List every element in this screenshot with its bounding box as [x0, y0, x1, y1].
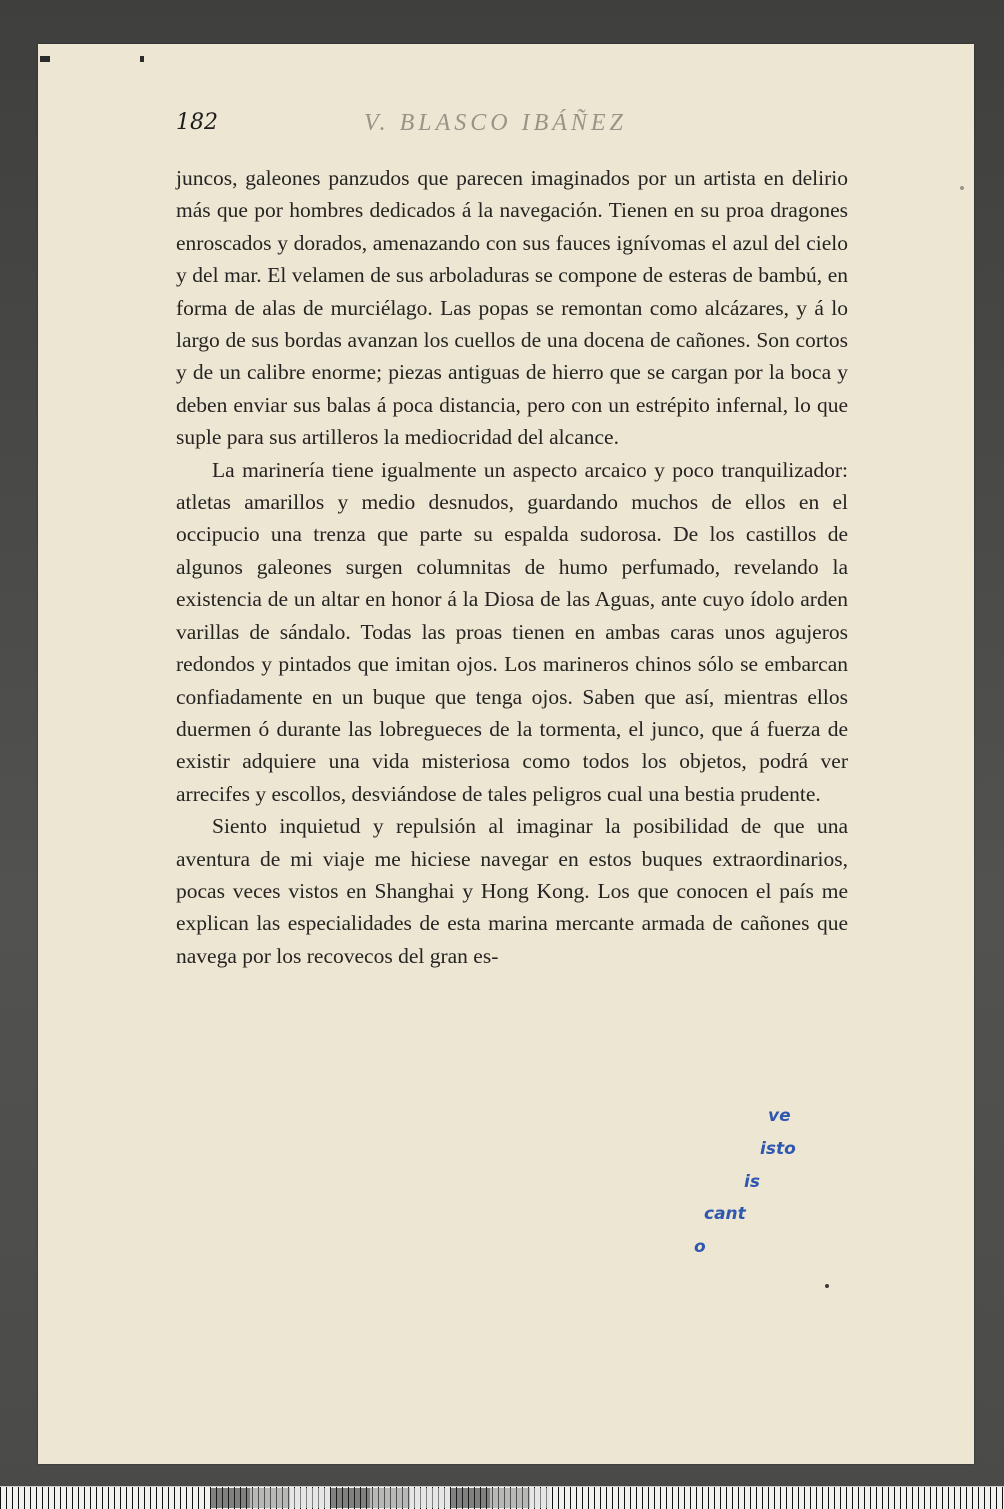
page-number: 182 — [176, 110, 218, 135]
ink-speck — [825, 1284, 829, 1288]
paragraph: Siento inquietud y repulsión al imaginar la posibilidad de que una aventura de mi viaje me hiciese navegar en estos buques extraordinarios, pocas veces vistos en Shanghai y Hong Kong. Los que conocen el país me explican las especialidades de esta marina mercante armada de cañones que navega por los recovecos del gran es- — [176, 814, 848, 968]
ink-speck — [960, 186, 964, 190]
handwritten-correction: ve — [768, 1106, 791, 1126]
handwritten-correction: o — [694, 1237, 706, 1257]
handwritten-correction: isto — [760, 1139, 796, 1159]
body-text — [176, 162, 848, 972]
paragraph: La marinería tiene igualmente un aspecto arcaico y poco tranquilizador: atletas amarillos y medio desnudos, guardando muchos de ellos en el occipucio una trenza que parte su espalda sudorosa. De los castillos de algunos galeones surgen columnitas de humo perfumado, revelando la existencia de un altar en honor á la Diosa de las Aguas, ante cuyo ídolo arden varillas de sándalo. Todas las proas tienen en ambas caras unos agujeros redondos y pintados que imitan ojos. Los marineros chinos sólo se embarcan confiadamente en un buque que tenga ojos. Saben que así, mientras ellos duermen ó durante las lobregueces de la tormenta, el junco, que á fuerza de existir adquiere una vida misteriosa como todos los objetos, podrá ver arrecifes y escollos, desviándose de tales peligros cual una bestia prudente. — [176, 457, 848, 806]
corner-mark — [140, 56, 144, 62]
handwritten-correction: cant — [704, 1204, 746, 1224]
color-calibration-strip — [210, 1488, 550, 1508]
corner-mark — [40, 56, 50, 62]
page-header — [176, 110, 846, 146]
running-title: V. BLASCO IBÁÑEZ — [364, 110, 627, 136]
paragraph: juncos, galeones panzudos que parecen imaginados por un artista en delirio más que por hombres dedicados á la navegación. Tienen en su proa dragones enroscados y dorados, amenazando con sus fauces ignívomas el azul del cielo y del mar. El velamen de sus arboladuras se compone de esteras de bambú, en forma de alas de murciélago. Las popas se remontan como alcázares, y á lo largo de sus bordas avanzan los cuellos de una docena de cañones. Son cortos y de un calibre enorme; piezas antiguas de hierro que se cargan por la boca y deben enviar sus balas á poca distancia, pero con un estrépito infernal, lo que suple para sus artilleros la mediocridad del alcance. — [176, 166, 848, 450]
handwritten-correction: is — [744, 1172, 760, 1192]
